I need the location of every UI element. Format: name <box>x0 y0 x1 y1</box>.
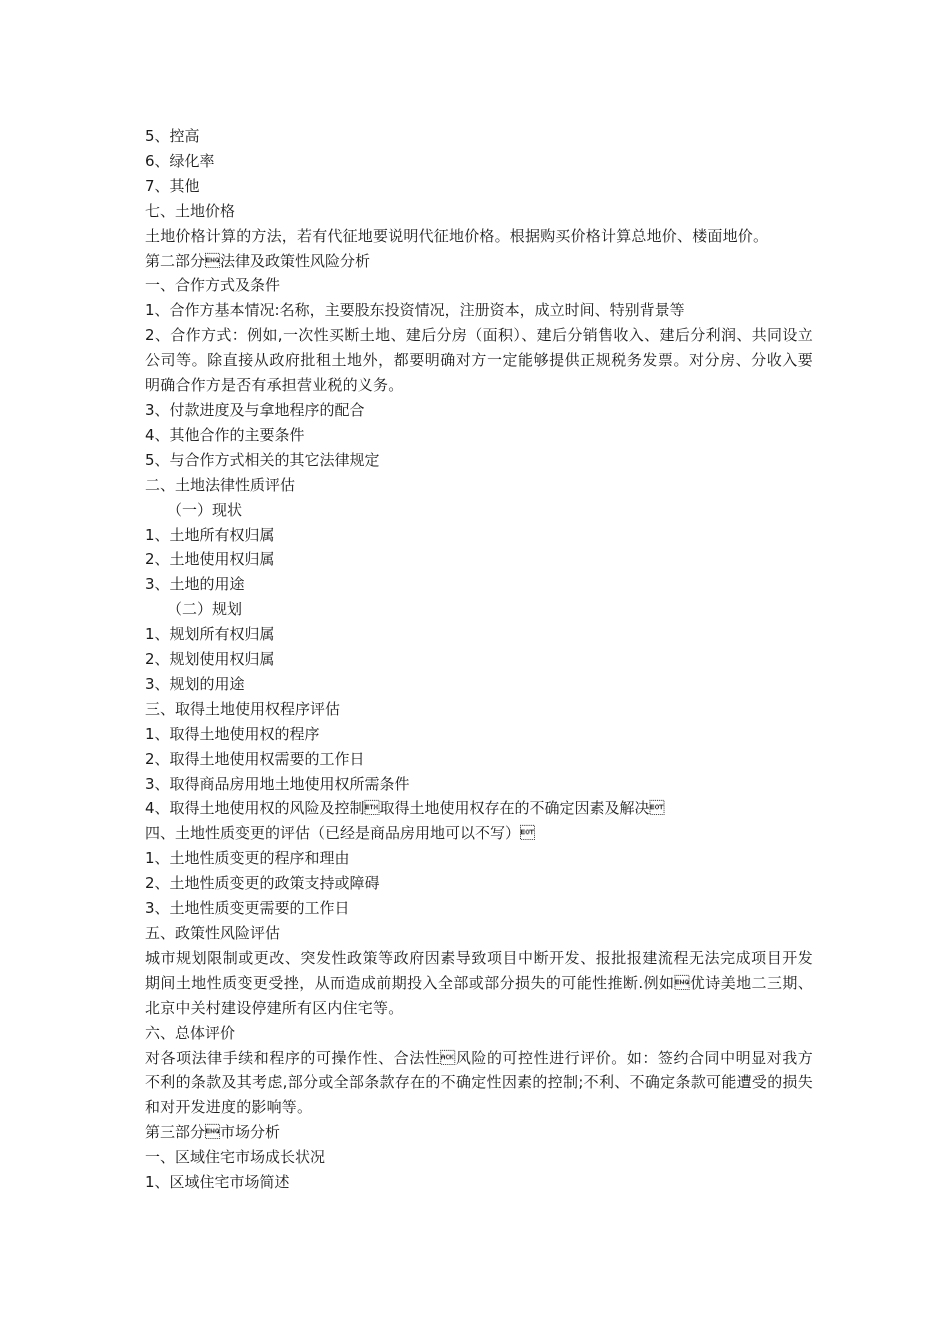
list-item-planning-use-right: 2、规划使用权归属 <box>145 650 275 669</box>
section-heading-land-price: 七、土地价格 <box>145 201 236 220</box>
list-item-acquisition-risk: 4、取得土地使用权的风险及控制取得土地使用权存在的不确定因素及解决 <box>145 799 665 818</box>
list-item-regional-market-overview: 1、区域住宅市场简述 <box>145 1173 290 1192</box>
part-heading-legal-policy-risk: 第二部分法律及政策性风险分析 <box>145 251 371 270</box>
list-item-land-ownership: 1、土地所有权归属 <box>145 525 275 544</box>
list-item-acquisition-procedure: 1、取得土地使用权的程序 <box>145 724 320 743</box>
list-item-acquisition-conditions: 3、取得商品房用地土地使用权所需条件 <box>145 774 410 793</box>
section-heading-overall-evaluation: 六、总体评价 <box>145 1023 236 1042</box>
list-item-other: 7、其他 <box>145 176 200 195</box>
list-item-acquisition-workdays: 2、取得土地使用权需要的工作日 <box>145 749 365 768</box>
section-heading-cooperation: 一、合作方式及条件 <box>145 276 281 295</box>
section-heading-policy-risk: 五、政策性风险评估 <box>145 924 281 942</box>
subsection-heading-planning: （二）规划 <box>167 600 243 619</box>
list-item-change-workdays: 3、土地性质变更需要的工作日 <box>145 899 350 918</box>
paragraph-policy-risk: 城市规划限制或更改、突发性政策等政府因素导致项目中断开发、报批报建流程无法完成项目开发期间土地性质变更受挫，从而造成前期投入全部或部分损失的可能性推断.例如优诗美地二三期、北京中关村建设停建所有区内住宅等。 <box>145 948 813 1017</box>
list-item-planning-usage: 3、规划的用途 <box>145 674 245 693</box>
list-item-land-use-right: 2、土地使用权归属 <box>145 550 275 569</box>
section-heading-land-legal-nature: 二、土地法律性质评估 <box>145 475 296 494</box>
part-heading-market-analysis: 第三部分市场分析 <box>145 1123 281 1142</box>
section-heading-regional-market: 一、区域住宅市场成长状况 <box>145 1148 326 1167</box>
list-item-planning-ownership: 1、规划所有权归属 <box>145 625 275 644</box>
subsection-heading-current: （一）现状 <box>167 500 243 519</box>
list-item-height-control: 5、控高 <box>145 127 200 145</box>
list-item-land-usage: 3、土地的用途 <box>145 575 245 594</box>
section-heading-land-nature-change: 四、土地性质变更的评估（已经是商品房用地可以不写） <box>145 824 536 843</box>
section-heading-acquisition-procedure: 三、取得土地使用权程序评估 <box>145 699 341 718</box>
list-item-change-procedure: 1、土地性质变更的程序和理由 <box>145 849 350 868</box>
list-item-partner-info: 1、合作方基本情况:名称，主要股东投资情况，注册资本，成立时间、特别背景等 <box>145 301 685 320</box>
document-body <box>145 124 813 1195</box>
paragraph-cooperation-mode: 2、合作方式：例如,一次性买断土地、建后分房（面积）、建后分销售收入、建后分利润、共同设立公司等。除直接从政府批租土地外，都要明确对方一定能够提供正规税务发票。对分房、分收入要明确合作方是否有承担营业税的义务。 <box>145 326 813 395</box>
paragraph-land-price: 土地价格计算的方法，若有代征地要说明代征地价格。根据购买价格计算总地价、楼面地价。 <box>145 226 769 245</box>
list-item-green-ratio: 6、绿化率 <box>145 151 215 170</box>
list-item-related-laws: 5、与合作方式相关的其它法律规定 <box>145 450 380 469</box>
list-item-other-conditions: 4、其他合作的主要条件 <box>145 425 305 444</box>
paragraph-overall-evaluation: 对各项法律手续和程序的可操作性、合法性风险的可控性进行评价。如：签约合同中明显对我方不利的条款及其考虑,部分或全部条款存在的不确定性因素的控制;不利、不确定条款可能遭受的损失和对开发进度的影响等。 <box>145 1048 813 1117</box>
list-item-change-policy: 2、土地性质变更的政策支持或障碍 <box>145 874 380 893</box>
list-item-payment-schedule: 3、付款进度及与拿地程序的配合 <box>145 400 365 419</box>
